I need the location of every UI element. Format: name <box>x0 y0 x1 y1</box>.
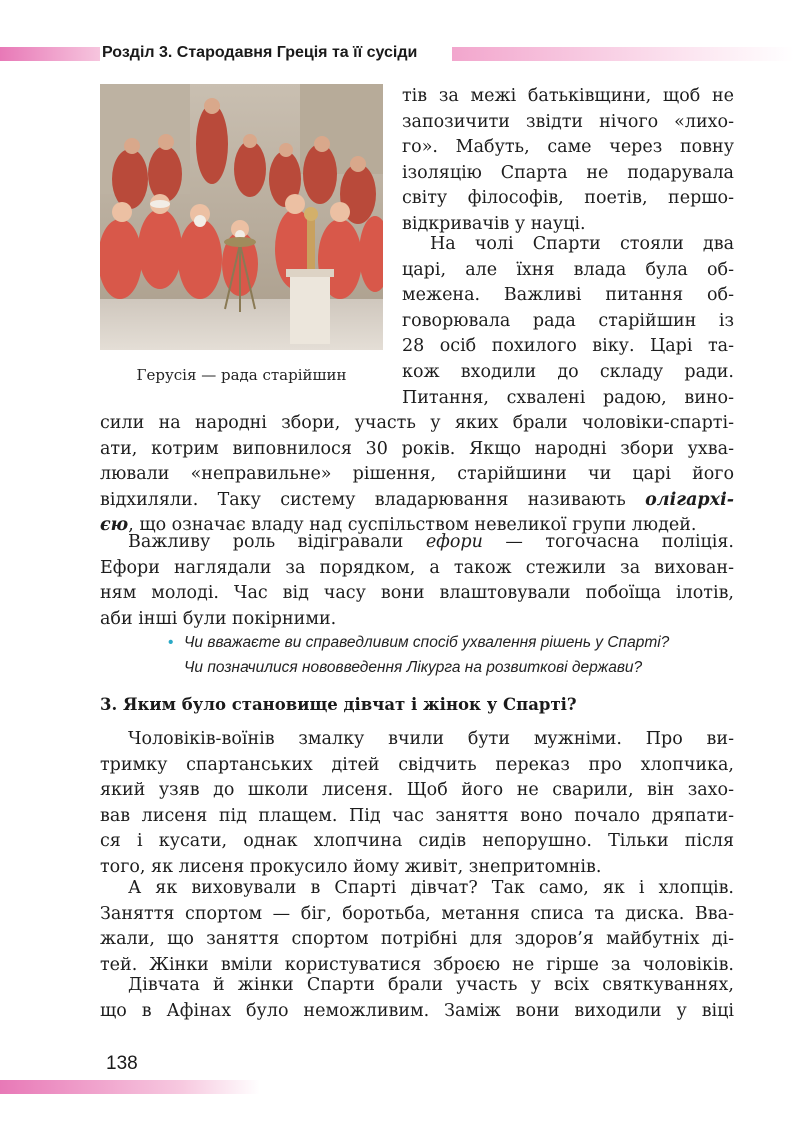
paragraph-1 <box>402 84 734 238</box>
footer-decor <box>0 1080 260 1094</box>
text-fragment: Важливу роль відігравали <box>128 532 426 552</box>
gerousia-painting-image <box>100 84 383 350</box>
text-line: ся і кусати, однак хлопчина сидів непорушно. Тільки після <box>100 831 734 852</box>
text-line: Питання, схвалені радою, вино- <box>402 387 734 408</box>
page-number: 138 <box>106 1053 138 1074</box>
paragraph-3 <box>100 530 734 632</box>
text-line: ати, котрим виповнилося 30 років. Якщо народні збори ухва- <box>100 438 734 459</box>
text-line: царі, але їхня влада була об- <box>402 259 734 280</box>
gerousia-painting <box>100 84 383 350</box>
text-line: Чоловіків-воїнів змалку вчили бути мужніми. Про ви- <box>128 729 734 749</box>
text-line: тримку спартанських дітей свідчить переказ про хлопчика, <box>100 754 734 775</box>
text-line: межена. Важливі питання об- <box>402 285 734 306</box>
figure-caption: Герусія — рада старійшин <box>136 366 347 384</box>
text-line: світу філософів, поетів, першо- <box>402 188 734 209</box>
text-fragment: — тогочасна поліція. <box>482 532 734 552</box>
paragraph-2-narrow <box>402 232 734 411</box>
text-line: що в Афінах було неможливим. Заміж вони виходили у віці <box>100 1000 734 1021</box>
paragraph-4 <box>100 727 734 881</box>
text-line: Заняття спортом — біг, боротьба, метання списа та диска. Вва- <box>100 903 734 924</box>
chapter-header: Розділ 3. Стародавня Греція та її сусіди <box>102 44 418 61</box>
header-decor-left <box>0 47 100 61</box>
text-line: На чолі Спарти стояли два <box>430 234 734 254</box>
text-line <box>100 488 734 514</box>
header-decor-right <box>452 47 794 61</box>
paragraph-2-wide <box>100 411 734 539</box>
text-fragment: , що означає владу над суспільством невеликої групи людей. <box>128 515 697 536</box>
text-line: 28 осіб похилого віку. Царі та- <box>402 336 734 357</box>
text-line: який узяв до школи лисеня. Щоб його не сварили, він захо- <box>100 780 734 801</box>
text-line: аби інші були покірними. <box>100 608 337 629</box>
review-questions <box>184 630 784 680</box>
text-line: лювали «неправильне» рішення, старійшини чи царі його <box>100 464 734 485</box>
text-line: вав лисеня під плащем. Під час заняття воно почало дряпати- <box>100 805 734 826</box>
text-line: запозичити звідти нічого «лихо- <box>402 111 734 132</box>
paragraph-5 <box>100 876 734 978</box>
text-fragment: відхиляли. Таку систему владарювання називають <box>100 489 646 510</box>
question-1: Чи вважаєте ви справедливим спосіб ухвалення рішень у Спарті? <box>184 634 670 651</box>
text-line: відкривачів у науці. <box>402 213 586 234</box>
term-ephors: ефори <box>425 532 483 552</box>
term-oligarchy: олігархі- <box>645 489 734 510</box>
text-line: А як виховували в Спарті дівчат? Так само, як і хлопців. <box>128 878 734 898</box>
section-heading: 3. Яким було становище дівчат і жінок у Спарті? <box>100 695 577 714</box>
text-line: тів за межі батьківщини, щоб не <box>402 86 734 106</box>
text-line: Дівчата й жінки Спарти брали участь у всіх святкуваннях, <box>128 975 734 995</box>
text-line <box>100 530 734 556</box>
text-line: Ефори наглядали за порядком, а також стежили за вихован- <box>100 557 734 578</box>
text-line: говорювала рада старійшин із <box>402 310 734 331</box>
text-line: го». Мабуть, саме через повну <box>402 137 734 158</box>
text-line: ізоляцію Спарта не подарувала <box>402 162 734 183</box>
text-line: сили на народні збори, участь у яких брали чоловіки-спарті- <box>100 413 734 433</box>
text-line: того, як лисеня прокусило йому живіт, знепритомнів. <box>100 856 602 877</box>
text-line: тей. Жінки вміли користуватися зброєю не гірше за чоловіків. <box>100 954 734 975</box>
question-2: Чи позначилися нововведення Лікурга на розвиткові держави? <box>184 659 643 676</box>
term-oligarchy-end: єю <box>100 515 129 536</box>
text-line: кож входили до складу ради. <box>402 361 734 382</box>
paragraph-6 <box>100 973 734 1024</box>
bullet-icon: • <box>168 634 174 651</box>
text-line: жали, що заняття спортом потрібні для здоров’я майбутніх ді- <box>100 929 734 950</box>
text-line: ням молоді. Час від часу вони влаштовували побоїща ілотів, <box>100 583 734 604</box>
